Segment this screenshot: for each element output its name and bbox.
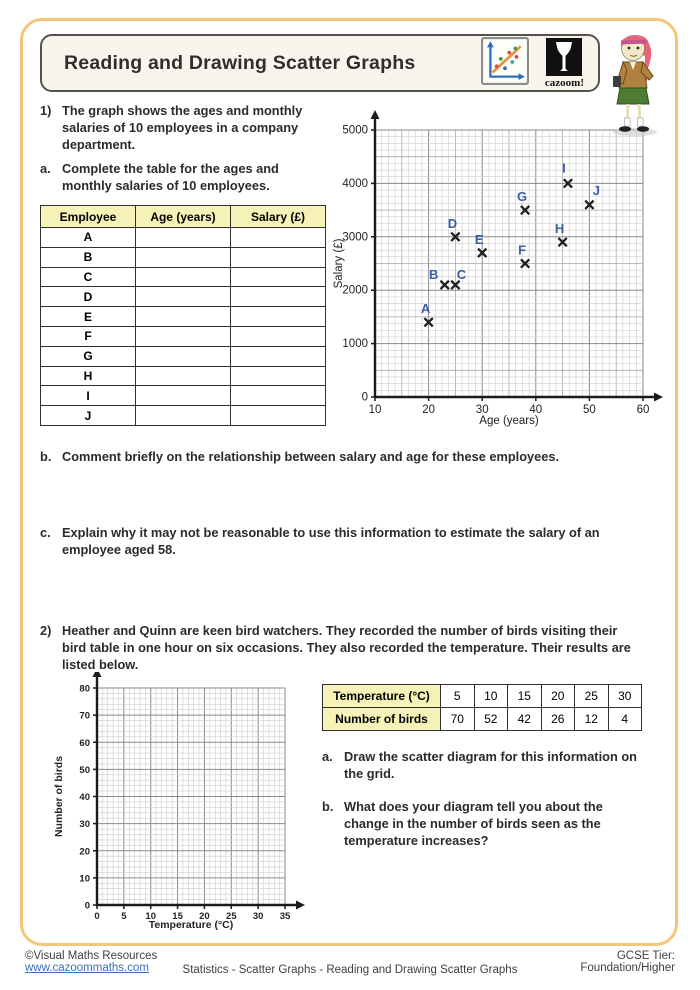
svg-text:50: 50: [583, 404, 596, 416]
svg-text:10: 10: [368, 404, 382, 416]
x-axis-label: Age (years): [479, 415, 539, 427]
birds-temperature-grid: [40, 672, 312, 940]
temperature-value-cell: 10: [474, 685, 508, 708]
svg-text:15: 15: [172, 911, 183, 922]
question-1: [40, 102, 308, 153]
salary-blank-cell[interactable]: [231, 326, 326, 346]
employee-table-header-row: [41, 206, 326, 228]
svg-text:1000: 1000: [342, 338, 368, 351]
table-row: [41, 326, 326, 346]
svg-text:20: 20: [422, 404, 435, 416]
question-2b: [322, 798, 624, 849]
svg-text:30: 30: [79, 819, 90, 831]
cazoom-logo-icon: [546, 38, 582, 76]
point-J: [585, 183, 600, 209]
grid-lines: [375, 130, 643, 397]
table-row: [41, 307, 326, 327]
svg-text:I: I: [562, 160, 566, 176]
employee-column-header: Employee: [41, 206, 136, 228]
birds-value-cell: 70: [441, 708, 475, 731]
employee-letter-cell: A: [41, 228, 136, 248]
salary-blank-cell[interactable]: [231, 267, 326, 287]
age-blank-cell[interactable]: [136, 406, 231, 426]
svg-text:H: H: [554, 221, 565, 237]
employee-letter-cell: G: [41, 346, 136, 366]
svg-text:0: 0: [94, 911, 100, 922]
age-blank-cell[interactable]: [136, 267, 231, 287]
svg-text:40: 40: [79, 792, 90, 803]
employee-letter-cell: J: [41, 406, 136, 426]
point-A: [421, 301, 433, 326]
age-blank-cell[interactable]: [136, 228, 231, 248]
svg-text:4000: 4000: [342, 177, 368, 190]
svg-text:J: J: [592, 182, 601, 198]
employee-letter-cell: C: [41, 267, 136, 287]
question-2b-label: b.: [322, 799, 334, 814]
svg-text:60: 60: [636, 404, 650, 416]
temperature-value-cell: 30: [608, 685, 642, 708]
salary-blank-cell[interactable]: [231, 247, 326, 267]
svg-text:25: 25: [225, 911, 237, 922]
employee-table-body: [41, 228, 326, 426]
svg-text:70: 70: [79, 710, 90, 722]
table-row: [41, 228, 326, 248]
table-row: [41, 366, 326, 386]
scatter-chart-icon: [481, 37, 529, 90]
question-1-text: The graph shows the ages and monthly salaries of 10 employees in a company department.: [62, 103, 303, 153]
salary-age-scatter-chart: [330, 92, 664, 432]
salary-column-header: Salary (£): [231, 206, 326, 228]
y-axis-label: Salary (£): [333, 238, 345, 289]
table-row: [41, 247, 326, 267]
birds-value-cell: 52: [474, 708, 508, 731]
temperature-row-label: Temperature (°C): [323, 685, 441, 708]
age-column-header: Age (years): [136, 206, 231, 228]
point-E: [475, 232, 487, 257]
tick-labels: [79, 684, 291, 923]
table-row: [41, 267, 326, 287]
y-axis-label: Number of birds: [53, 755, 65, 838]
employee-letter-cell: B: [41, 247, 136, 267]
point-F: [518, 243, 529, 268]
birds-data-table: [322, 684, 642, 731]
age-blank-cell[interactable]: [136, 326, 231, 346]
table-row: [41, 406, 326, 426]
question-2a: [322, 748, 654, 782]
svg-text:50: 50: [79, 764, 90, 776]
salary-blank-cell[interactable]: [231, 287, 326, 307]
svg-text:30: 30: [252, 911, 264, 922]
temperature-value-cell: 25: [575, 685, 609, 708]
question-1b-text: Comment briefly on the relationship between salary and age for these employees.: [62, 449, 560, 464]
teacher-mascot-illustration: [601, 26, 669, 138]
question-1a-text: Complete the table for the ages and monthly salaries of 10 employees.: [62, 161, 279, 194]
svg-text:C: C: [456, 266, 467, 282]
svg-text:5000: 5000: [342, 124, 368, 137]
birds-row-label: Number of birds: [323, 708, 441, 731]
footer-tier-value: Foundation/Higher: [580, 962, 675, 974]
table-row: [41, 287, 326, 307]
question-2: [40, 622, 644, 673]
age-blank-cell[interactable]: [136, 247, 231, 267]
footer-copyright: ©Visual Maths Resources: [25, 950, 158, 962]
birds-row: [323, 708, 642, 731]
axes: [374, 118, 655, 398]
question-2a-text: Draw the scatter diagram for this information on the grid.: [344, 749, 637, 782]
question-1a: [40, 160, 308, 194]
svg-text:20: 20: [79, 846, 90, 858]
svg-text:G: G: [517, 189, 528, 205]
employee-letter-cell: D: [41, 287, 136, 307]
svg-text:F: F: [518, 242, 527, 258]
age-blank-cell[interactable]: [136, 346, 231, 366]
birds-value-cell: 26: [541, 708, 575, 731]
footer-website-link[interactable]: www.cazoommaths.com: [25, 962, 149, 974]
question-2-text: Heather and Quinn are keen bird watchers. They recorded the number of birds visiting their bird table in one hour on six occasions. They also recorded the temperature. Their results are listed below.: [62, 623, 631, 673]
svg-text:3000: 3000: [342, 231, 368, 244]
age-blank-cell[interactable]: [136, 386, 231, 406]
page-title: Reading and Drawing Scatter Graphs: [64, 51, 416, 74]
question-2a-label: a.: [322, 749, 333, 764]
grid-lines: [97, 688, 285, 905]
svg-text:A: A: [420, 301, 431, 317]
svg-text:0: 0: [361, 391, 368, 404]
cazoom-logo-text: cazoom!: [544, 76, 584, 89]
svg-text:2000: 2000: [342, 284, 368, 297]
age-blank-cell[interactable]: [136, 366, 231, 386]
employee-letter-cell: E: [41, 307, 136, 327]
question-1b: [40, 448, 652, 465]
svg-text:5: 5: [121, 911, 127, 922]
question-2b-text: What does your diagram tell you about the change in the number of birds seen as the temperature increases?: [344, 799, 603, 849]
question-1c-label: c.: [40, 525, 51, 540]
employee-table: [40, 205, 326, 426]
title-banner: [40, 34, 600, 92]
table-row: [41, 386, 326, 406]
birds-value-cell: 12: [575, 708, 609, 731]
birds-value-cell: 42: [508, 708, 542, 731]
svg-text:10: 10: [145, 911, 157, 922]
salary-blank-cell[interactable]: [231, 228, 326, 248]
svg-text:0: 0: [84, 900, 90, 912]
svg-text:B: B: [428, 266, 439, 282]
point-G: [517, 189, 529, 214]
temperature-value-cell: 5: [441, 685, 475, 708]
employee-letter-cell: I: [41, 386, 136, 406]
svg-text:E: E: [474, 231, 484, 247]
salary-blank-cell[interactable]: [231, 366, 326, 386]
salary-blank-cell[interactable]: [231, 386, 326, 406]
employee-letter-cell: H: [41, 366, 136, 386]
salary-blank-cell[interactable]: [231, 346, 326, 366]
svg-text:30: 30: [475, 404, 489, 416]
question-1c-text: Explain why it may not be reasonable to use this information to estimate the salary of an employee aged 58.: [62, 525, 600, 558]
point-H: [555, 221, 567, 246]
question-2-number: 2): [40, 623, 52, 638]
question-1-number: 1): [40, 103, 52, 118]
footer-breadcrumb: Statistics - Scatter Graphs - Reading and Drawing Scatter Graphs: [182, 964, 518, 976]
age-blank-cell[interactable]: [136, 287, 231, 307]
salary-blank-cell[interactable]: [231, 406, 326, 426]
table-row: [41, 346, 326, 366]
svg-text:10: 10: [79, 873, 90, 885]
footer-tier-label: GCSE Tier:: [616, 950, 675, 962]
question-1b-label: b.: [40, 449, 52, 464]
employee-letter-cell: F: [41, 326, 136, 346]
birds-value-cell: 4: [608, 708, 642, 731]
svg-text:60: 60: [79, 737, 90, 749]
svg-text:D: D: [447, 215, 458, 231]
age-blank-cell[interactable]: [136, 307, 231, 327]
x-axis-label: Temperature (°C): [148, 919, 234, 931]
cazoom-logo: [545, 38, 584, 89]
temperature-value-cell: 15: [508, 685, 542, 708]
svg-text:40: 40: [529, 404, 543, 416]
svg-text:80: 80: [79, 683, 90, 695]
salary-blank-cell[interactable]: [231, 307, 326, 327]
question-1c: [40, 524, 638, 558]
svg-text:20: 20: [199, 911, 210, 922]
question-1a-label: a.: [40, 161, 51, 176]
temperature-row: [323, 685, 642, 708]
svg-text:35: 35: [279, 911, 291, 922]
temperature-value-cell: 20: [541, 685, 575, 708]
